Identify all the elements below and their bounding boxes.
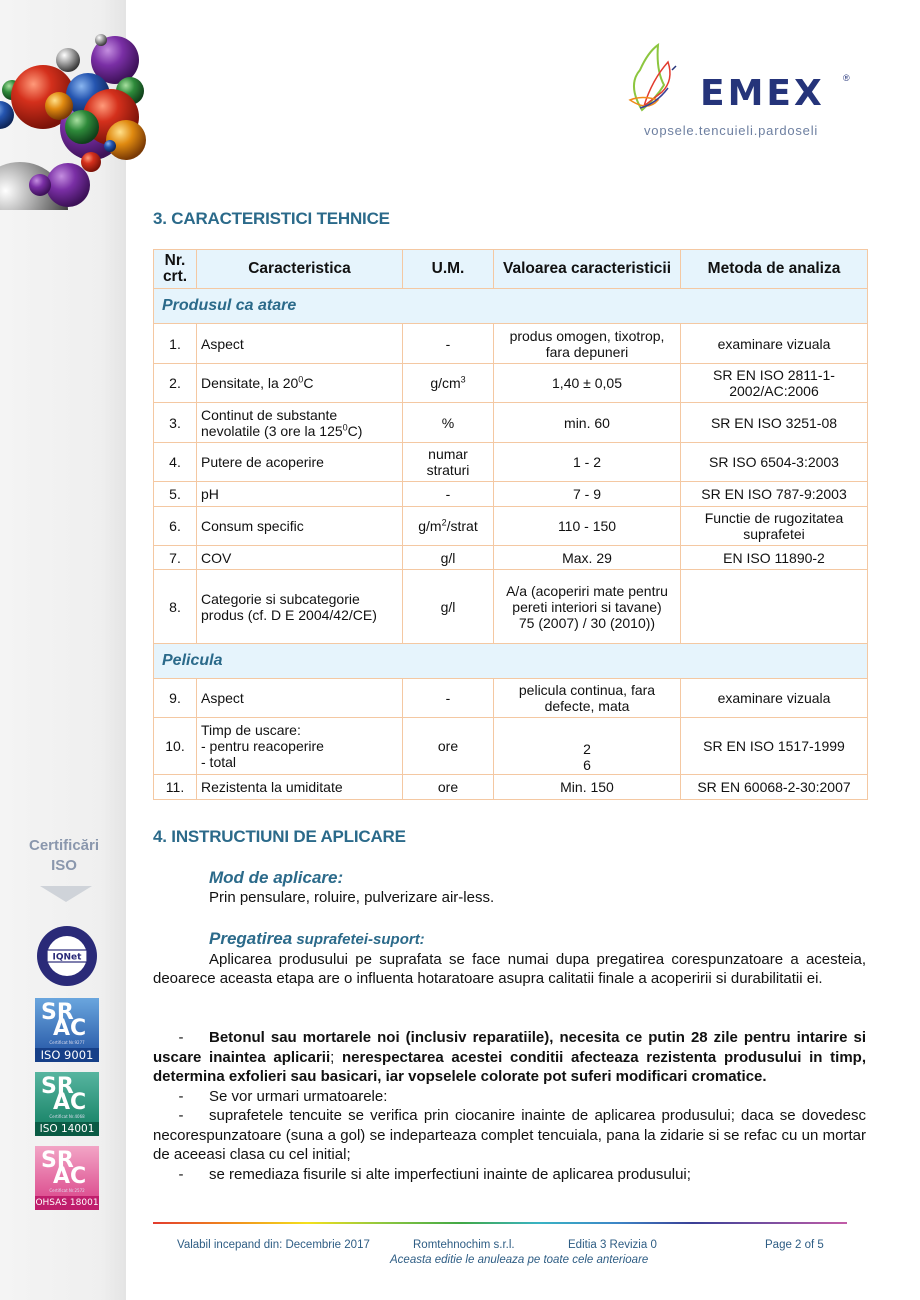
emex-logo bbox=[622, 38, 858, 142]
table-row bbox=[154, 364, 868, 403]
group-label: Pelicula bbox=[154, 644, 868, 679]
table-row bbox=[154, 443, 868, 482]
logo-wordmark: EMEX bbox=[700, 73, 825, 114]
bullet-item: - suprafetele tencuite se verifica prin ciocanire inainte de aplicarea produsului; daca se dovedesc necorespunzatoare (suna a gol) se indeparteaza complet tencuiala, pana la zidarie si se refac cu un mortar de aceeasi clasa cu cel initial; bbox=[153, 1107, 866, 1163]
cell-metoda: examinare vizuala bbox=[681, 324, 868, 364]
cell-nr: 9. bbox=[154, 679, 197, 718]
cell-nr: 8. bbox=[154, 570, 197, 644]
cell-nr: 7. bbox=[154, 546, 197, 570]
group-label: Produsul ca atare bbox=[154, 289, 868, 324]
cell-um: - bbox=[403, 324, 494, 364]
footer-edition: Editia 3 Revizia 0 bbox=[568, 1239, 657, 1251]
cell-metoda: SR EN ISO 3251-08 bbox=[681, 403, 868, 443]
cell-caracteristica: Aspect bbox=[197, 324, 403, 364]
footer-company: Romtehnochim s.r.l. bbox=[413, 1239, 515, 1251]
cell-valoare: 1,40 ± 0,05 bbox=[494, 364, 681, 403]
mod-aplicare-block bbox=[153, 868, 866, 907]
cell-um: $g/m^2$/strat bbox=[403, 507, 494, 546]
col-header-metoda: Metoda de analiza bbox=[681, 250, 868, 289]
cell-caracteristica: Categorie si subcategorie produs (cf. D E 2004/42/CE) bbox=[197, 570, 403, 644]
bullet-item: - Betonul sau mortarele noi (inclusiv reparatiile), necesita ce putin 28 zile pentru intarire si uscare inaintea aplicarii; nerespectarea acestei conditii afecteaza rezistenta produsului in timp, determina exfolieri sau basicari, iar vopselele colorate pot suferi modificari cromatice. bbox=[153, 1029, 866, 1085]
section4-title: 4. INSTRUCTIUNI DE APLICARE bbox=[153, 827, 406, 846]
logo-tagline: vopsele.tencuieli.pardoseli bbox=[644, 123, 819, 138]
iqnet-badge-icon bbox=[35, 924, 99, 988]
cell-caracteristica: Consum specific bbox=[197, 507, 403, 546]
cell-caracteristica: Aspect bbox=[197, 679, 403, 718]
table-row bbox=[154, 546, 868, 570]
cell-nr: 11. bbox=[154, 775, 197, 800]
section3-title: 3. CARACTERISTICI TEHNICE bbox=[153, 209, 390, 228]
cell-metoda: EN ISO 11890-2 bbox=[681, 546, 868, 570]
mod-aplicare-heading: Mod de aplicare: bbox=[209, 868, 344, 887]
cell-nr: 3. bbox=[154, 403, 197, 443]
cell-valoare: pelicula continua, fara defecte, mata bbox=[494, 679, 681, 718]
svg-text:IQNet: IQNet bbox=[52, 952, 82, 963]
col-header-nr: Nr. crt. bbox=[154, 250, 197, 289]
cell-metoda: SR EN 60068-2-30:2007 bbox=[681, 775, 868, 800]
col-header-caracteristica: Caracteristica bbox=[197, 250, 403, 289]
registered-mark: ® bbox=[843, 73, 850, 83]
table-row bbox=[154, 403, 868, 443]
cell-valoare: A/a (acoperiri mate pentru pereti interiori si tavane) 75 (2007) / 30 (2010)) bbox=[494, 570, 681, 644]
table-row bbox=[154, 482, 868, 507]
col-header-valoare: Valoarea caracteristicii bbox=[494, 250, 681, 289]
cell-valoare: Max. 29 bbox=[494, 546, 681, 570]
cell-caracteristica: Putere de acoperire bbox=[197, 443, 403, 482]
cell-valoare: 1 - 2 bbox=[494, 443, 681, 482]
cell-um: g/l bbox=[403, 546, 494, 570]
footer-rainbow-divider bbox=[153, 1222, 847, 1224]
cell-valoare: 110 - 150 bbox=[494, 507, 681, 546]
table-row bbox=[154, 718, 868, 775]
cell-metoda: examinare vizuala bbox=[681, 679, 868, 718]
cell-caracteristica: Timp de uscare: - pentru reacoperire - total bbox=[197, 718, 403, 775]
certifications-title: Certificări ISO bbox=[28, 837, 100, 874]
cell-valoare: produs omogen, tixotrop, fara depuneri bbox=[494, 324, 681, 364]
cell-metoda: SR EN ISO 2811-1-2002/AC:2006 bbox=[681, 364, 868, 403]
cell-valoare: min. 60 bbox=[494, 403, 681, 443]
cell-nr: 5. bbox=[154, 482, 197, 507]
table-row bbox=[154, 775, 868, 800]
cell-um: $g/cm^3$ bbox=[403, 364, 494, 403]
footer-note: Aceasta editie le anuleaza pe toate cele anterioare bbox=[390, 1254, 649, 1266]
table-row bbox=[154, 507, 868, 546]
srac-iso9001-badge: SR AC Certificat Nr.9277 ISO 9001 bbox=[35, 998, 99, 1062]
footer-valid-from: Valabil incepand din: Decembrie 2017 bbox=[177, 1239, 370, 1251]
cell-um: ore bbox=[403, 775, 494, 800]
group-row-produs bbox=[154, 289, 868, 324]
cell-caracteristica: Densitate, la $20^0C$ bbox=[197, 364, 403, 403]
cell-um: % bbox=[403, 403, 494, 443]
cell-metoda bbox=[681, 570, 868, 644]
cell-nr: 1. bbox=[154, 324, 197, 364]
table-row bbox=[154, 324, 868, 364]
cell-metoda: SR EN ISO 1517-1999 bbox=[681, 718, 868, 775]
cell-um: ore bbox=[403, 718, 494, 775]
bullets-block bbox=[153, 1028, 866, 1184]
cell-caracteristica: Continut de substante nevolatile (3 ore la $125^0C$) bbox=[197, 403, 403, 443]
cell-nr: 10. bbox=[154, 718, 197, 775]
cell-caracteristica: Rezistenta la umiditate bbox=[197, 775, 403, 800]
cell-valoare: 2 6 bbox=[494, 718, 681, 775]
table-row bbox=[154, 679, 868, 718]
srac-ohsas18001-badge: SR AC Certificat Nr.2572 OHSAS 18001 bbox=[35, 1148, 99, 1208]
arrow-down-icon bbox=[40, 886, 92, 902]
butterfly-icon bbox=[622, 40, 702, 120]
cell-caracteristica: COV bbox=[197, 546, 403, 570]
cell-um: - bbox=[403, 679, 494, 718]
srac-iso14001-badge: SR AC Certificat Nr.4068 ISO 14001 bbox=[35, 1072, 99, 1136]
decorative-spheres-image bbox=[0, 0, 250, 210]
technical-characteristics-table bbox=[153, 249, 868, 800]
cell-um: numar straturi bbox=[403, 443, 494, 482]
cell-nr: 4. bbox=[154, 443, 197, 482]
footer-page-number: Page 2 of 5 bbox=[765, 1239, 824, 1251]
cell-valoare: Min. 150 bbox=[494, 775, 681, 800]
bullet-item: - Se vor urmari urmatoarele: bbox=[178, 1087, 388, 1105]
table-header-row bbox=[154, 250, 868, 289]
pregatire-heading: Pregatirea suprafetei-suport: bbox=[209, 929, 425, 948]
cell-caracteristica: pH bbox=[197, 482, 403, 507]
cell-um: - bbox=[403, 482, 494, 507]
col-header-um: U.M. bbox=[403, 250, 494, 289]
pregatire-block bbox=[153, 929, 866, 989]
cell-um: g/l bbox=[403, 570, 494, 644]
pregatire-paragraph: Aplicarea produsului pe suprafata se face numai dupa pregatirea corespunzatoare a acesteia, deoarece aceasta etapa are o influenta hotaratoare asupra calitatii finale a acoperirii si durabilitatii ei. bbox=[153, 950, 866, 987]
cell-metoda: SR ISO 6504-3:2003 bbox=[681, 443, 868, 482]
cell-metoda: SR EN ISO 787-9:2003 bbox=[681, 482, 868, 507]
bullet-item: - se remediaza fisurile si alte imperfectiuni inainte de aplicarea produsului; bbox=[178, 1165, 691, 1183]
cell-valoare: 7 - 9 bbox=[494, 482, 681, 507]
cell-nr: 6. bbox=[154, 507, 197, 546]
mod-aplicare-text: Prin pensulare, roluire, pulverizare air-less. bbox=[209, 888, 495, 906]
group-row-pelicula bbox=[154, 644, 868, 679]
cell-nr: 2. bbox=[154, 364, 197, 403]
cell-metoda: Functie de rugozitatea suprafetei bbox=[681, 507, 868, 546]
table-row bbox=[154, 570, 868, 644]
